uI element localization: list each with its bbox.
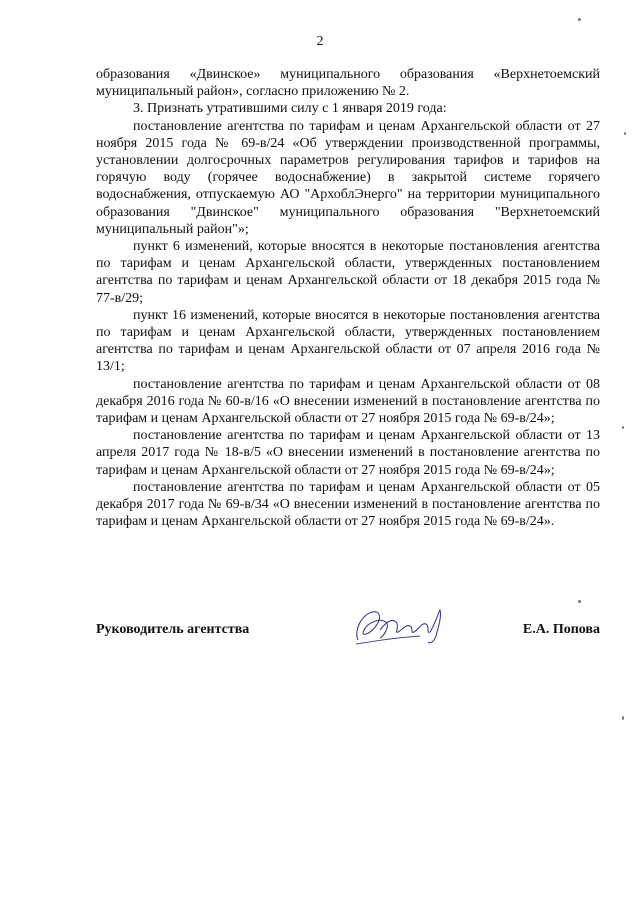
paragraph-resolution-69-v-34: постановление агентства по тарифам и ценам Архангельской области от 05 декабря 2017 года № 69-в/34 «О внесении изменений в постановление агентства по тарифам и ценам Архангельской области от 27 ноября 2015 года № 69-в/24».: [96, 479, 600, 530]
page-number: 2: [316, 34, 324, 49]
signature-block: [96, 622, 600, 652]
scan-speck: [624, 132, 626, 135]
signatory-role: Руководитель агентства: [96, 622, 250, 637]
paragraph-resolution-18-v-5: постановление агентства по тарифам и ценам Архангельской области от 13 апреля 2017 года № 18-в/5 «О внесении изменений в постановление агентства по тарифам и ценам Архангельской области от 27 ноября 2015 года № 69-в/24»;: [96, 428, 600, 478]
handwritten-signature: [350, 602, 450, 652]
paragraph-resolution-69-v-24: постановление агентства по тарифам и ценам Архангельской области от 27 ноября 2015 года № 69-в/24 «Об утверждении производственной программы, установлении долгосрочных параметров регулирования тарифов и тарифов на горячую воду (горячее водоснабжение) в закрытой системе горячего водоснабжения, отпускаемую АО "АрхоблЭнерго" на территории муниципального образования "Двинское" муниципального образования "Верхнетоемский муниципальный район"»;: [96, 118, 600, 237]
paragraph-point-16: пункт 16 изменений, которые вносятся в некоторые постановления агентства по тарифам и ценам Архангельской области, утвержденных постановлением агентства по тарифам и ценам Архангельской области от 07 апреля 2016 года № 13/1;: [96, 307, 600, 375]
paragraph-resolution-60-v-16: постановление агентства по тарифам и ценам Архангельской области от 08 декабря 2016 года № 60-в/16 «О внесении изменений в постановление агентства по тарифам и ценам Архангельской области от 27 ноября 2015 года № 69-в/24»;: [96, 376, 600, 427]
paragraph-item-3: 3. Признать утратившими силу с 1 января 2019 года:: [133, 101, 447, 117]
document-body: [96, 66, 600, 530]
scan-speck: [622, 716, 624, 720]
scan-speck: [622, 426, 624, 429]
paragraph-point-6: пункт 6 изменений, которые вносятся в некоторые постановления агентства по тарифам и ценам Архангельской области, утвержденных постановлением агентства по тарифам и ценам Архангельской области от 18 декабря 2015 года № 77-в/29;: [96, 239, 600, 306]
scan-speck: [578, 600, 581, 603]
signatory-name: Е.А. Попова: [522, 622, 600, 637]
scan-speck: [578, 18, 581, 21]
paragraph-continuation: образования «Двинское» муниципального образования «Верхнетоемский муниципальный район», согласно приложению № 2.: [96, 67, 600, 100]
